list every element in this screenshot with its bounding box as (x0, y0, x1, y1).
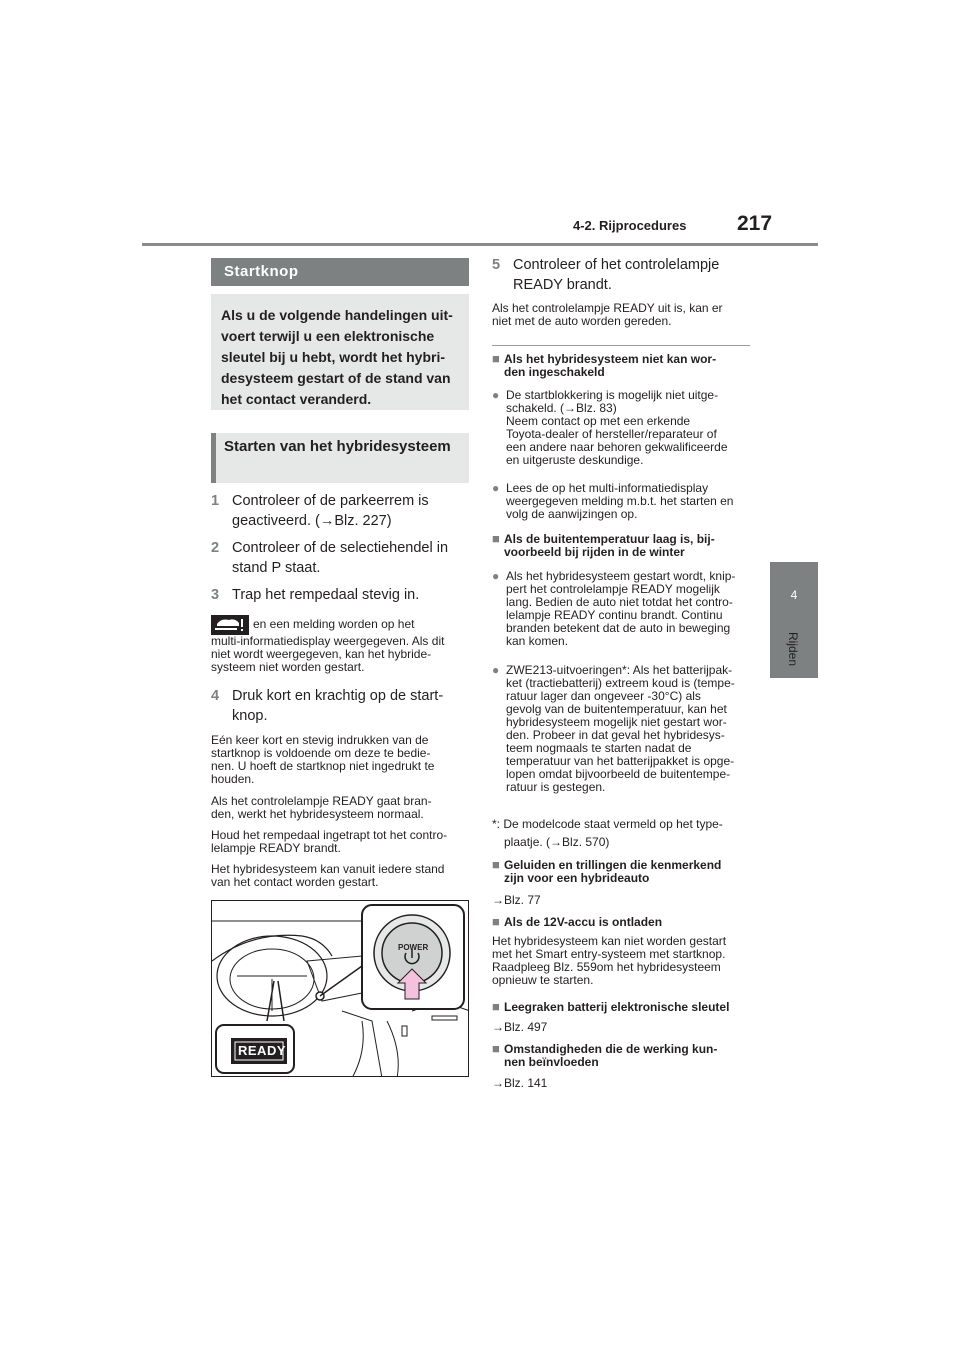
step-4-note-3: Houd het rempedaal ingetrapt tot het contro- lelampje READY brandt. (211, 828, 448, 855)
step-number: 1 (211, 493, 220, 509)
section-header: 4-2. Rijprocedures (573, 218, 687, 233)
para-12v: Het hybridesysteem kan niet worden gestart met het Smart entry-systeem met startknop. Raadpleeg Blz. 559om het hybridesysteem opnieuw te starten. (492, 934, 727, 987)
step-text: Druk kort en krachtig op de start- knop. (232, 688, 444, 724)
step-number: 5 (492, 257, 501, 273)
step-number: 4 (211, 688, 220, 704)
step-5-note: Als het controlelampje READY uit is, kan er niet met de auto worden gereden. (492, 301, 723, 328)
power-label: POWER (398, 943, 429, 952)
divider (492, 345, 750, 346)
step-text: Controleer of de selectiehendel in stand P staat. (232, 540, 449, 576)
ref-sounds[interactable]: →Blz. 77 (492, 893, 541, 907)
page-number: 217 (737, 212, 773, 235)
step-text: Trap het rempedaal stevig in. (232, 587, 420, 603)
step-number: 3 (211, 587, 220, 603)
subsection-title: Starten van het hybridesysteem (224, 438, 451, 455)
step-number: 2 (211, 540, 220, 556)
header-rule (142, 243, 818, 246)
footnote: *: De modelcode staat vermeld op het type- plaatje. (→Blz. 570) (492, 817, 723, 849)
chapter-number: 4 (790, 588, 798, 602)
subsection-title-bar (211, 433, 469, 483)
step-3-note: en een melding worden op het multi-informatiedisplay weergegeven. Als dit niet wordt weergegeven, kan het hybride- systeem niet worden gestart. (211, 615, 469, 674)
ref-key-battery[interactable]: →Blz. 497 (492, 1020, 548, 1034)
step-4-note-2: Als het controlelampje READY gaat bran- den, werkt het hybridesysteem normaal. (211, 794, 432, 821)
ref-conditions[interactable]: →Blz. 141 (492, 1076, 548, 1090)
step-4-note-1: Eén keer kort en stevig indrukken van de startknop is voldoende om deze te bedie- nen. U hoeft de startknop niet ingedrukt te houden. (211, 733, 435, 786)
brake-indicator-icon (211, 615, 249, 635)
dashboard-illustration (211, 900, 469, 1077)
intro-box (211, 294, 469, 410)
step-text: Controleer of de parkeerrem is geactiveerd. (→Blz. 227) (232, 493, 429, 529)
step-text: Controleer of het controlelampje READY brandt. (513, 257, 720, 293)
section-title-bar (211, 258, 469, 286)
section-title: Startknop (224, 263, 299, 280)
ready-label: READY (238, 1043, 287, 1058)
chapter-label: Rijden (786, 632, 800, 667)
intro-text: Als u de volgende handelingen uit-voert terwijl u een elektronische sleutel bij u hebt, wordt het hybri-desysteem gestart of de stand van het contact veranderd. (221, 307, 453, 407)
step-4-note-4: Het hybridesysteem kan vanuit iedere stand van het contact worden gestart. (211, 862, 445, 889)
